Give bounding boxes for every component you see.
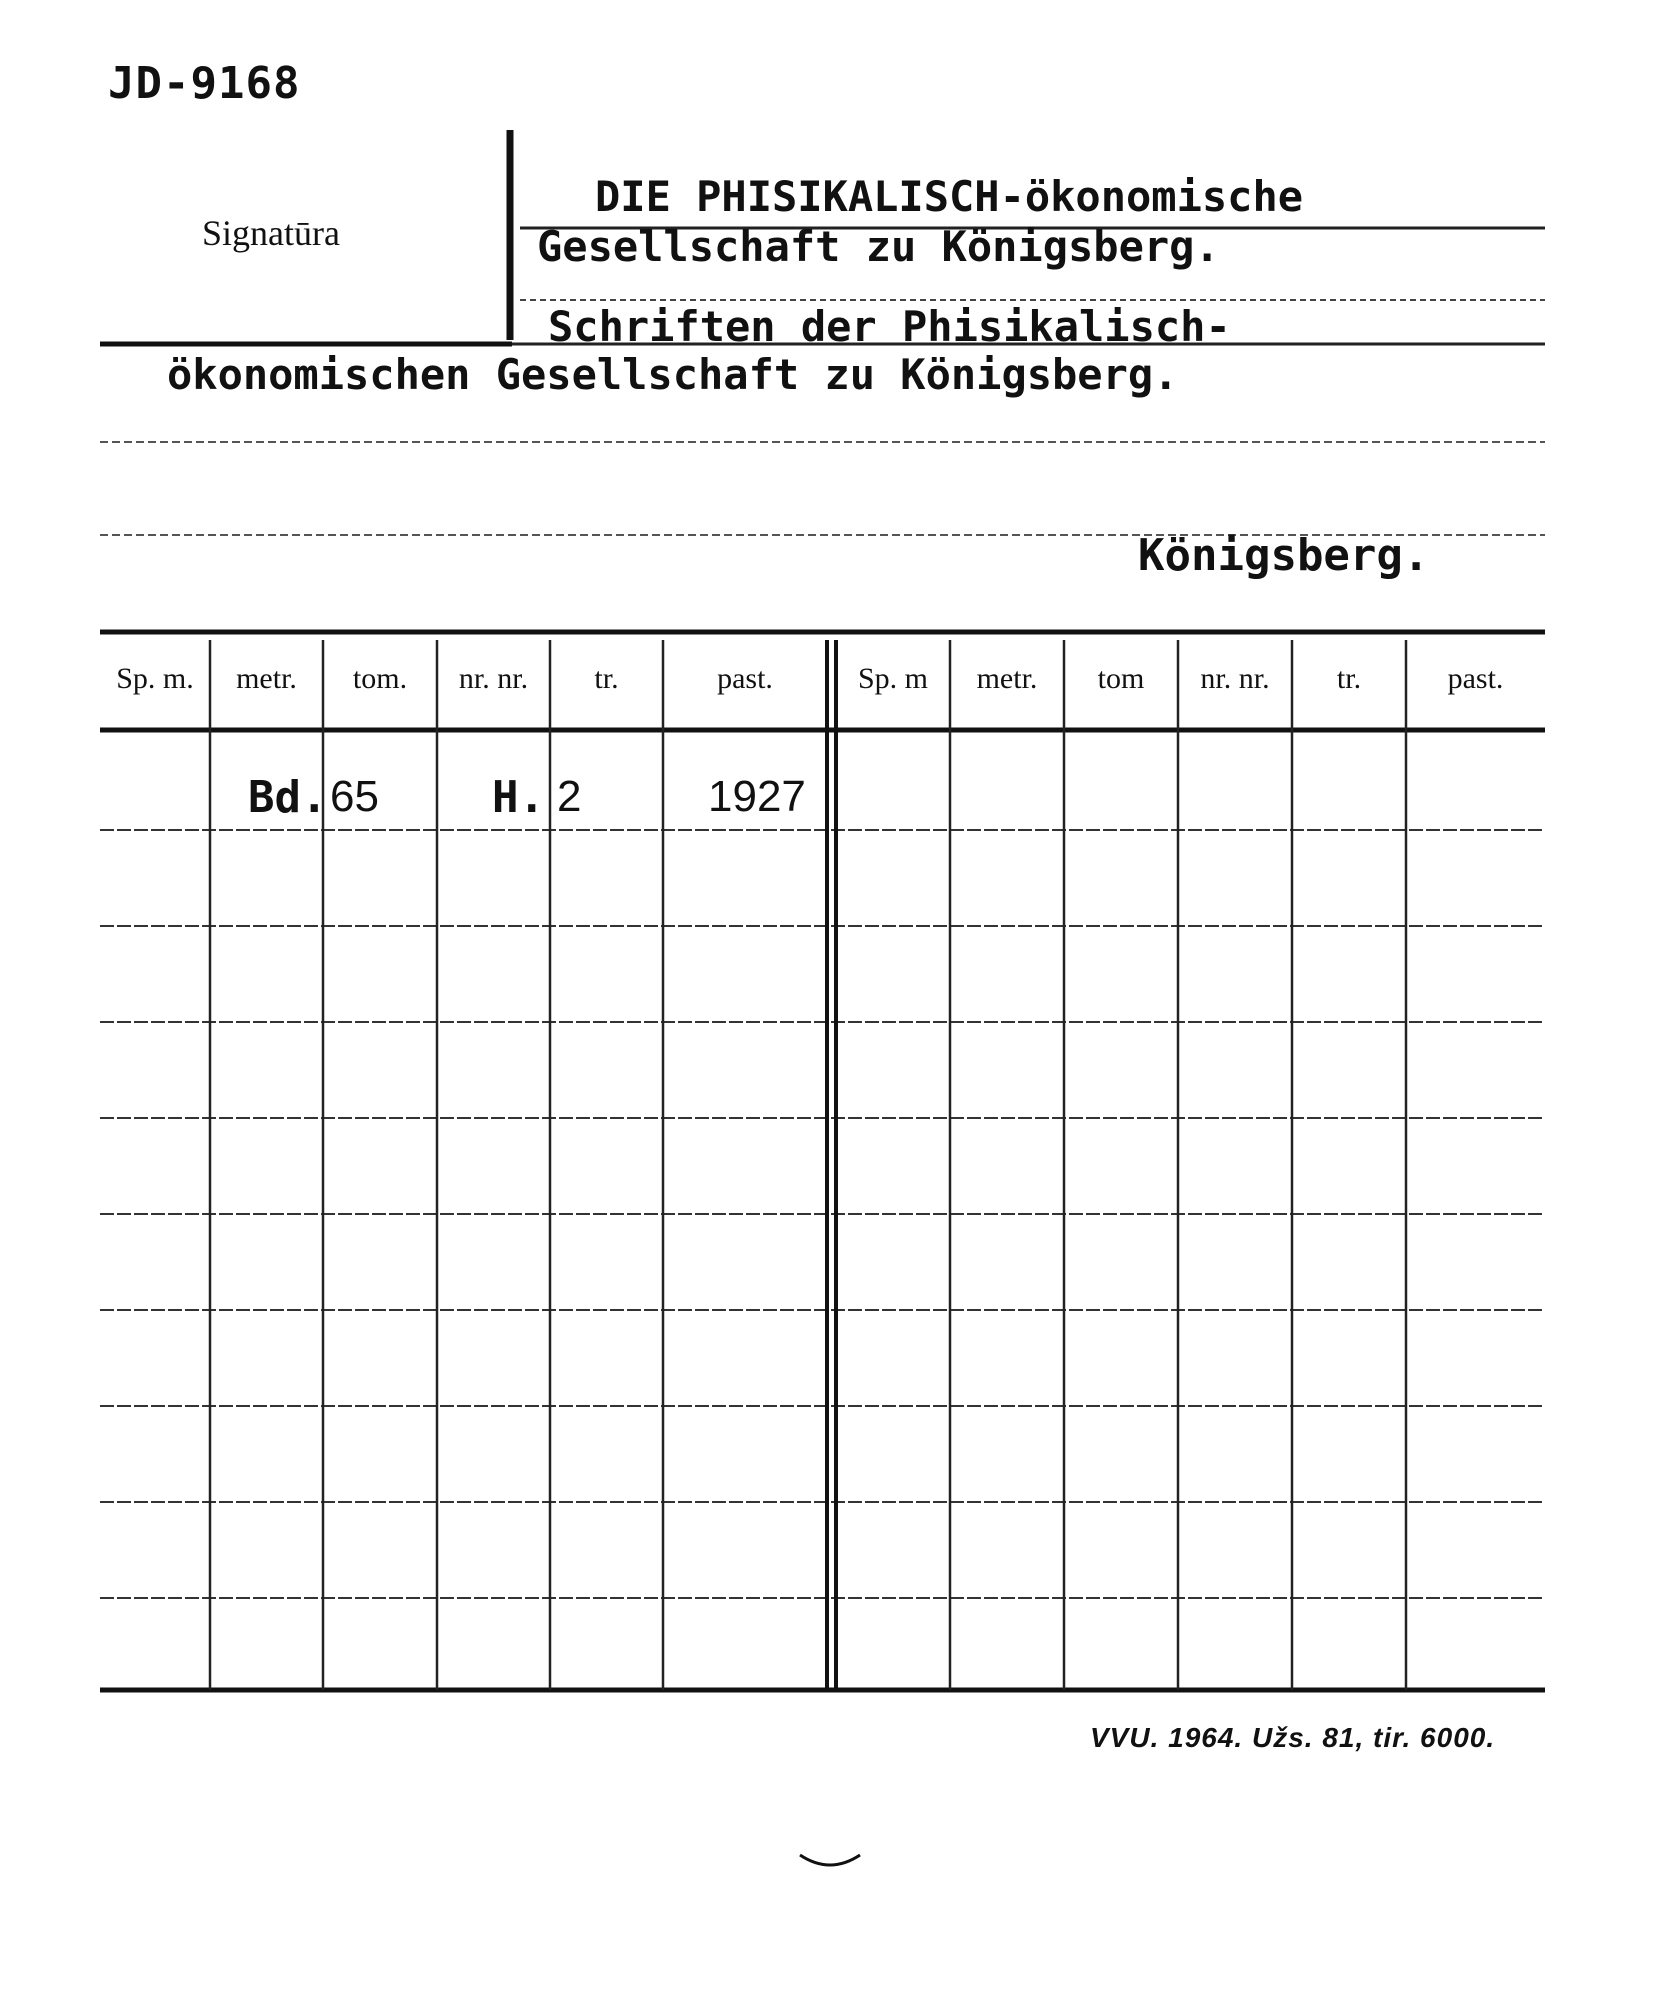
cell-nr: 2 xyxy=(557,772,582,821)
cell-nr-prefix: H. xyxy=(492,772,545,823)
header-right-metr: metr. xyxy=(976,662,1038,695)
place-of-publication: Königsberg. xyxy=(1138,530,1430,581)
header-left-past: past. xyxy=(717,662,773,695)
header-right-nr-nr: nr. nr. xyxy=(1200,662,1270,695)
header-right-past: past. xyxy=(1447,662,1504,695)
header-right-tr: tr. xyxy=(1336,662,1362,695)
signature-label: Signatūra xyxy=(202,213,340,253)
header-left-tom: tom. xyxy=(352,662,408,695)
header-left-tr: tr. xyxy=(594,662,619,695)
column-rules xyxy=(210,640,1406,1690)
header-left-metr: metr. xyxy=(236,662,297,695)
header-right-tom: tom xyxy=(1097,662,1145,695)
call-number: JD-9168 xyxy=(108,58,301,109)
title-line-3: Schriften der Phisikalisch- xyxy=(548,302,1231,351)
header-left-sp-m: Sp. m. xyxy=(116,662,194,695)
title-line-4: ökonomischen Gesellschaft zu Königsberg. xyxy=(167,350,1179,399)
cell-metr: Bd. xyxy=(248,772,328,823)
cell-past: 1927 xyxy=(708,772,806,821)
cell-tom: 65 xyxy=(330,772,379,821)
header-left-nr-nr: nr. nr. xyxy=(458,662,529,695)
title-line-2: Gesellschaft zu Königsberg. xyxy=(537,222,1220,271)
title-line-1: DIE PHISIKALISCH-ökonomische xyxy=(595,172,1304,221)
print-note: VVU. 1964. Užs. 81, tir. 6000. xyxy=(1090,1722,1496,1753)
card-bottom-mark xyxy=(800,1855,860,1865)
row-rules xyxy=(100,830,1545,1598)
center-double-rule xyxy=(827,640,836,1690)
header-right-sp-m: Sp. m xyxy=(857,662,929,695)
